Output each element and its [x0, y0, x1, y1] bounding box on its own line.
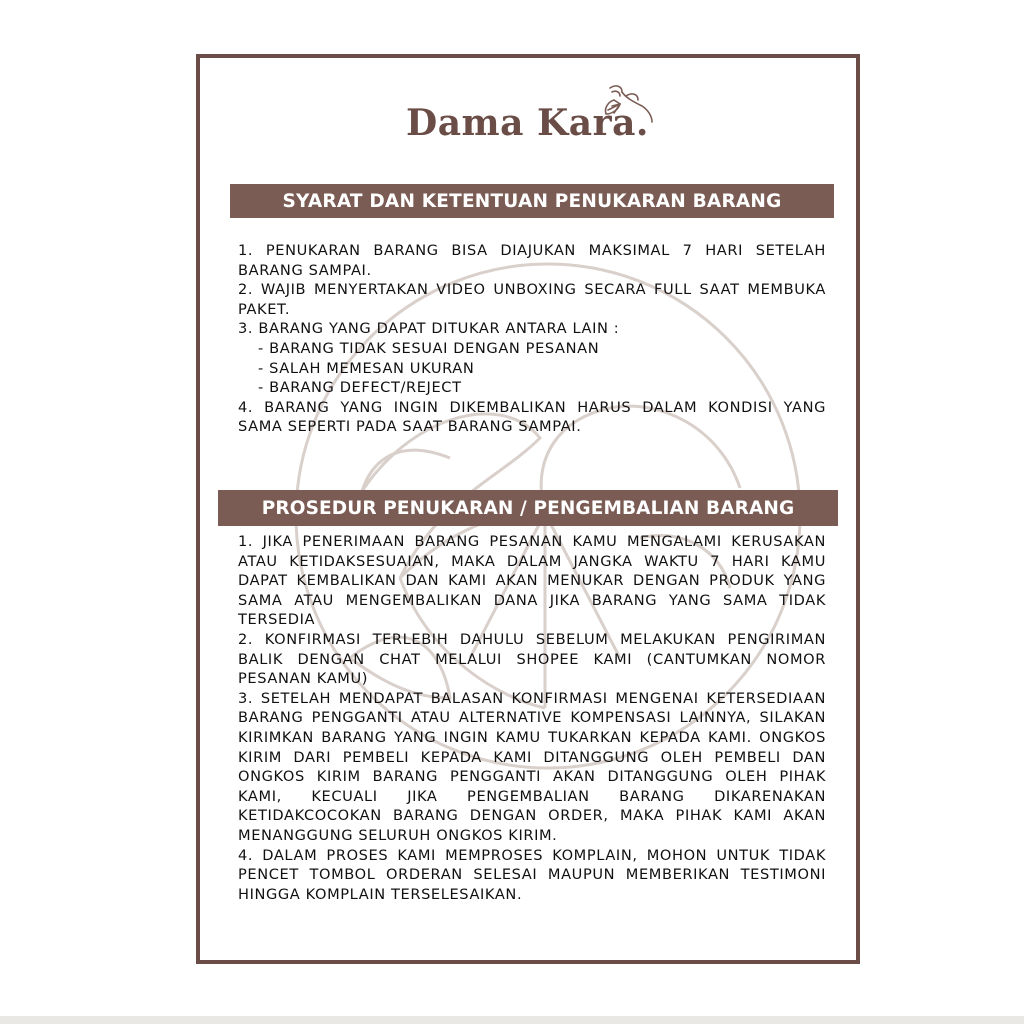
sub-list-item: - BARANG DEFECT/REJECT — [258, 379, 462, 397]
terms-list — [238, 241, 826, 437]
list-item: 4. BARANG YANG INGIN DIKEMBALIKAN HARUS DALAM KONDISI YANG SAMA SEPERTI PADA SAAT BARANG SAMPAI. — [238, 398, 826, 436]
list-item: 4. DALAM PROSES KAMI MEMPROSES KOMPLAIN, MOHON UNTUK TIDAK PENCET TOMBOL ORDERAN SELESAI MAUPUN MEMBERIKAN TESTIMONI HINGGA KOMPLAIN TERSELESAIKAN. — [238, 846, 826, 903]
list-item: 3. SETELAH MENDAPAT BALASAN KONFIRMASI MENGENAI KETERSEDIAAN BARANG PENGGANTI ATAU ALTERNATIVE KOMPENSASI LAINNYA, SILAKAN KIRIMKAN BARANG YANG INGIN KAMU TUKARKAN KEPADA KAMI. ONGKOS KIRIM DARI PEMBELI KEPADA KAMI DITANGGUNG OLEH PEMBELI DAN ONGKOS KIRIM BARANG PENGGANTI AKAN DITANGGUNG OLEH PIHAK KAMI, KECUALI JIKA PENGEMBALIAN BARANG DIKARENAKAN KETIDAKCOCOKAN BARANG DENGAN ORDER, MAKA PIHAK KAMI AKAN MENANGGUNG SELURUH ONGKOS KIRIM. — [238, 689, 826, 844]
list-item: 2. KONFIRMASI TERLEBIH DAHULU SEBELUM MELAKUKAN PENGIRIMAN BALIK DENGAN CHAT MELALUI SHOPEE KAMI (CANTUMKAN NOMOR PESANAN KAMU) — [238, 630, 826, 688]
brand-name: Dama Kara. — [406, 102, 649, 144]
section-heading-terms: SYARAT DAN KETENTUAN PENUKARAN BARANG — [230, 184, 834, 218]
sub-list-item: - SALAH MEMESAN UKURAN — [258, 359, 475, 377]
sub-list-item: - BARANG TIDAK SESUAI DENGAN PESANAN — [258, 339, 600, 357]
brand-logo — [200, 58, 864, 178]
list-item: 3. BARANG YANG DAPAT DITUKAR ANTARA LAIN : — [238, 320, 620, 338]
bottom-divider — [0, 1016, 1024, 1024]
section-heading-procedure: PROSEDUR PENUKARAN / PENGEMBALIAN BARANG — [218, 490, 838, 526]
procedure-list — [238, 532, 826, 904]
list-item: 1. JIKA PENERIMAAN BARANG PESANAN KAMU MENGALAMI KERUSAKAN ATAU KETIDAKSESUAIAN, MAKA DALAM JANGKA WAKTU 7 HARI KAMU DAPAT KEMBALIKAN DAN KAMI AKAN MENUKAR DENGAN PRODUK YANG SAMA ATAU MENGEMBALIKAN DANA JIKA BARANG YANG SAMA TIDAK TERSEDIA — [238, 533, 826, 629]
list-item: 1. PENUKARAN BARANG BISA DIAJUKAN MAKSIMAL 7 HARI SETELAH BARANG SAMPAI. — [238, 242, 826, 279]
list-item: 2. WAJIB MENYERTAKAN VIDEO UNBOXING SECARA FULL SAAT MEMBUKA PAKET. — [238, 281, 826, 318]
terms-card — [196, 54, 860, 964]
ginkgo-leaf-icon — [592, 80, 658, 126]
